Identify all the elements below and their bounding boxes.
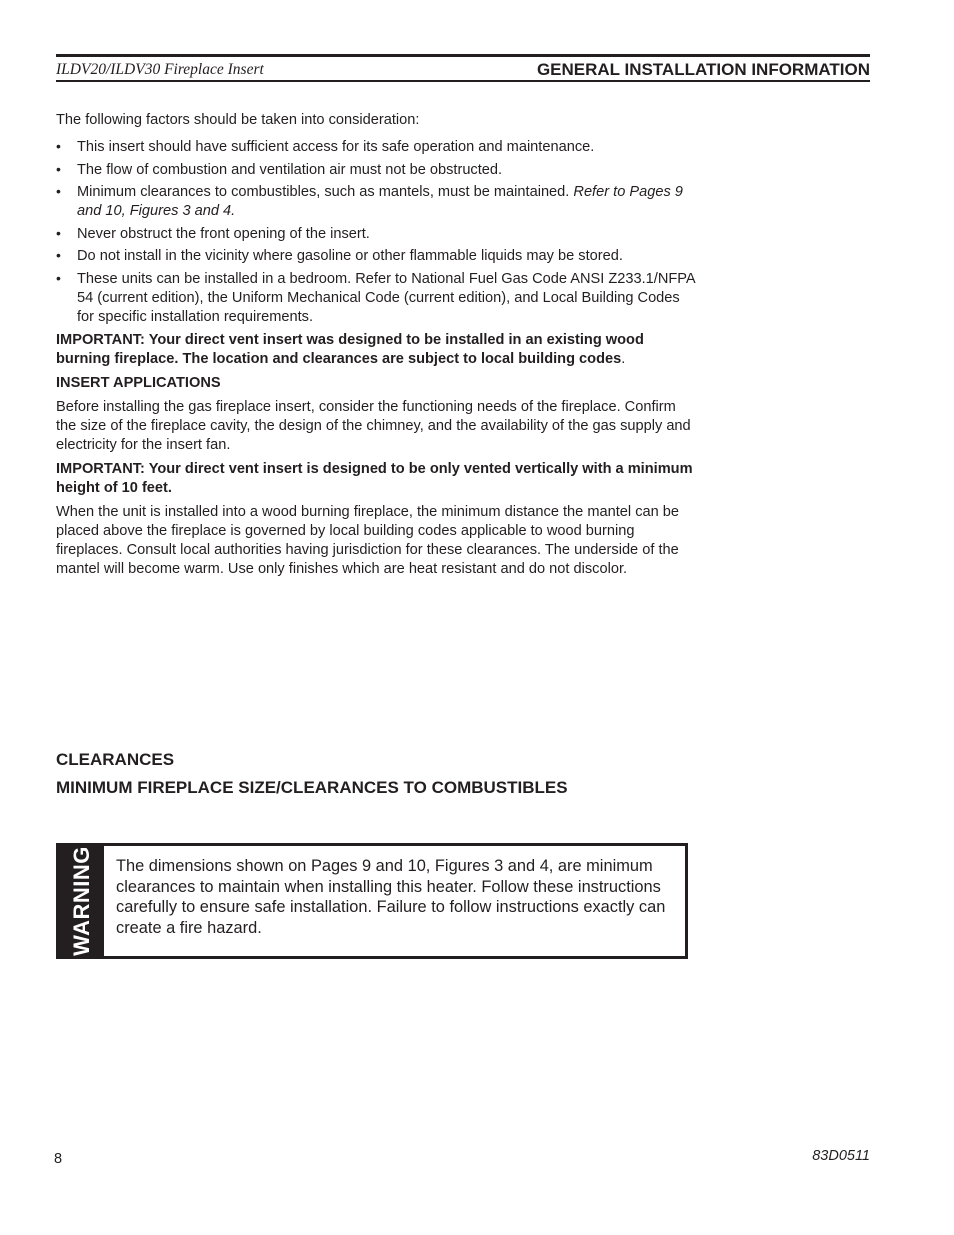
list-item-text: Do not install in the vicinity where gasoline or other flammable liquids may be stored. xyxy=(77,248,623,265)
list-item xyxy=(56,247,696,266)
important-notice-2: IMPORTANT: Your direct vent insert is designed to be only vented vertically with a minimum height of 10 feet. xyxy=(56,461,693,496)
bullet-icon: • xyxy=(56,160,61,177)
important-notice-1-text: IMPORTANT: Your direct vent insert was designed to be installed in an existing wood burning fireplace. The location and clearances are subject to local building codes xyxy=(56,332,644,367)
considerations-list xyxy=(56,138,696,331)
insert-applications-text: Before installing the gas fireplace insert, consider the functioning needs of the fireplace. Confirm the size of the fireplace cavity, the design of the chimney, and the availability of the gas supply and electricity for the insert fan. xyxy=(56,399,691,453)
bullet-icon: • xyxy=(56,224,61,241)
warning-box xyxy=(56,843,688,959)
figure-reference: Refer to Pages 9 and 10, Figures 3 and 4. xyxy=(77,184,683,220)
mantel-paragraph: When the unit is installed into a wood burning fireplace, the minimum distance the mantel can be placed above the fireplace is governed by local building codes applicable to wood burning fireplaces. Consult local authorities having jurisdiction for these clearances. The underside of the mantel will become warm. Use only finishes which are heat resistant and do not discolor. xyxy=(56,504,680,577)
list-item-text: The flow of combustion and ventilation air must not be obstructed. xyxy=(77,161,503,178)
header-rule-bottom xyxy=(56,80,870,82)
clearances-heading: CLEARANCES xyxy=(56,750,175,769)
document-code: 83D0511 xyxy=(812,1148,870,1164)
warning-label-bar xyxy=(59,846,104,956)
section-title: GENERAL INSTALLATION INFORMATION xyxy=(536,60,870,79)
bullet-icon: • xyxy=(56,269,61,286)
list-item-text: Minimum clearances to combustibles, such as mantels, must be maintained. xyxy=(77,184,574,201)
warning-label: WARNING xyxy=(68,846,94,956)
bullet-icon: • xyxy=(56,247,61,264)
bullet-icon: • xyxy=(56,183,61,200)
list-item xyxy=(56,138,696,157)
insert-applications-heading: INSERT APPLICATIONS xyxy=(56,375,221,391)
list-item-text: This insert should have sufficient access for its safe operation and maintenance. xyxy=(77,139,595,155)
list-item xyxy=(56,161,696,180)
list-item xyxy=(56,270,696,327)
list-item xyxy=(56,183,696,221)
warning-text: The dimensions shown on Pages 9 and 10, Figures 3 and 4, are minimum clearances to maintain when installing this heater. Follow these instructions carefully to ensure safe installation. Failure to follow instructions exactly can create a fire hazard. xyxy=(116,857,666,937)
intro-text: The following factors should be taken into consideration: xyxy=(56,112,420,128)
list-item-text: These units can be installed in a bedroom. Refer to National Fuel Gas Code ANSI Z233.1/NFPA 54 (current edition), the Uniform Mechanical Code (current edition), and Local Building Codes for specific installation requirements. xyxy=(77,270,695,325)
page-number: 8 xyxy=(54,1151,63,1167)
list-item-text: Never obstruct the front opening of the insert. xyxy=(77,225,370,242)
document-title: ILDV20/ILDV30 Fireplace Insert xyxy=(56,61,264,78)
important-notice-1 xyxy=(56,331,696,369)
clearances-subheading: MINIMUM FIREPLACE SIZE/CLEARANCES TO COMBUSTIBLES xyxy=(56,778,568,797)
header-rule-top xyxy=(56,54,870,57)
bullet-icon: • xyxy=(56,138,61,154)
important-notice-1-tail: . xyxy=(621,351,626,367)
list-item xyxy=(56,225,696,244)
